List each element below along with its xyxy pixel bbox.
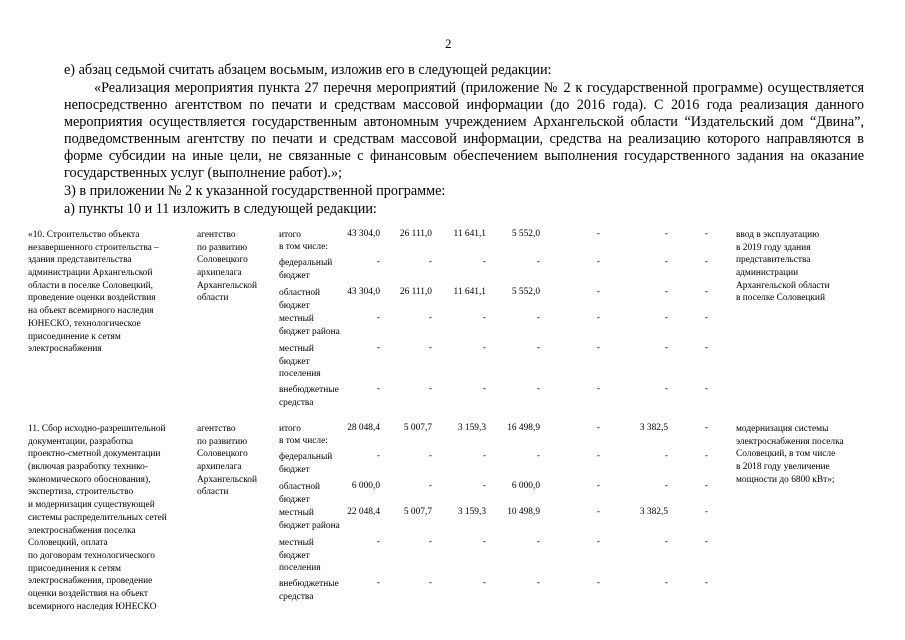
funding-amount: - — [596, 313, 600, 323]
funding-amount: 28 048,4 — [347, 423, 380, 433]
expected-result: ввод в эксплуатацию в 2019 году здания представительства администрации Архангельской области в поселке Соловецкий — [736, 230, 830, 304]
funding-amount: - — [376, 313, 380, 323]
funding-amount: - — [704, 287, 708, 297]
measure-description: «10. Строительство объекта незавершенного строительства – здания представительства администрации Архангельской области в поселке Соловецкий, проведение оценки воздействия на объект всемирного наследия ЮНЕСКО, технологическое присоединение к сетям электроснабжения — [28, 230, 159, 355]
funding-amount: - — [428, 451, 432, 461]
funding-amount: 10 498,9 — [507, 507, 540, 517]
funding-amount: - — [536, 313, 540, 323]
funding-source-label: местный бюджет района — [279, 314, 340, 337]
funding-amount: - — [376, 257, 380, 267]
funding-amount: - — [482, 537, 486, 547]
funding-amount: - — [428, 384, 432, 394]
funding-amount: - — [704, 384, 708, 394]
funding-amount: 11 641,1 — [453, 287, 486, 297]
funding-amount: 3 159,3 — [457, 507, 486, 517]
funding-amount: - — [536, 384, 540, 394]
funding-amount: - — [664, 343, 668, 353]
funding-amount: - — [704, 451, 708, 461]
expected-result: модернизация системы электроснабжения поселка Соловецкий, в том числе в 2018 году увеличение мощности до 6800 кВт»; — [736, 424, 844, 485]
funding-amount: 43 304,0 — [347, 229, 380, 239]
amendment-paragraph-e: е) абзац седьмой считать абзацем восьмым, изложив его в следующей редакции: — [64, 62, 552, 78]
funding-amount: 6 000,0 — [511, 481, 540, 491]
funding-amount: 5 552,0 — [511, 229, 540, 239]
executor-name: агентство по развитию Соловецкого архипелага Архангельской области — [197, 230, 257, 304]
funding-amount: - — [704, 229, 708, 239]
funding-amount: - — [664, 313, 668, 323]
measure-description: 11. Сбор исходно-разрешительной документации, разработка проектно-сметной документации (включая разработку технико- экономического обоснования), экспертиза, строительство и модернизация существующей системы распределительных сетей электроснабжения поселка Соловецкий, оплата по договорам технологического присоединения к сетям электроснабжения, проведение оценки воздействия на объект всемирного наследия ЮНЕСКО — [28, 424, 167, 612]
executor-name: агентство по развитию Соловецкого архипелага Архангельской области — [197, 424, 257, 498]
funding-amount: - — [596, 481, 600, 491]
funding-amount: - — [428, 537, 432, 547]
funding-amount: - — [596, 451, 600, 461]
funding-amount: - — [596, 507, 600, 517]
funding-amount: - — [664, 229, 668, 239]
funding-amount: - — [536, 451, 540, 461]
funding-amount: - — [704, 257, 708, 267]
funding-amount: - — [596, 287, 600, 297]
funding-amount: - — [664, 537, 668, 547]
funding-amount: - — [596, 343, 600, 353]
funding-amount: - — [704, 537, 708, 547]
funding-amount: - — [376, 451, 380, 461]
funding-source-label: итого — [279, 424, 301, 434]
funding-amount: - — [428, 313, 432, 323]
funding-amount: - — [376, 343, 380, 353]
items-instruction: а) пункты 10 и 11 изложить в следующей редакции: — [64, 201, 377, 217]
funding-amount: 26 111,0 — [399, 229, 432, 239]
funding-amount: - — [482, 481, 486, 491]
funding-amount: 3 159,3 — [457, 423, 486, 433]
funding-amount: - — [596, 257, 600, 267]
funding-amount: 5 007,7 — [403, 423, 432, 433]
funding-amount: - — [704, 423, 708, 433]
funding-amount: - — [428, 343, 432, 353]
funding-amount: 22 048,4 — [347, 507, 380, 517]
funding-amount: - — [428, 257, 432, 267]
funding-amount: - — [482, 451, 486, 461]
funding-amount: 16 498,9 — [507, 423, 540, 433]
funding-amount: - — [376, 578, 380, 588]
funding-amount: - — [482, 384, 486, 394]
funding-amount: 3 382,5 — [639, 423, 668, 433]
funding-amount: - — [596, 537, 600, 547]
funding-amount: - — [664, 384, 668, 394]
funding-source-label: областной бюджет — [279, 482, 321, 505]
funding-amount: - — [704, 507, 708, 517]
funding-amount: - — [596, 423, 600, 433]
quoted-text-paragraph: «Реализация мероприятия пункта 27 перечня мероприятий (приложение № 2 к государственной программе) осуществляется непосредственно агентством по печати и средствам массовой информации (до 2016 года). С 2016 года реализация данного мероприятия осуществляется государственным автономным учреждением Архангельской области “Издательский дом “Двина”, подведомственным агентству по печати и средствам массовой информации, средства на реализацию которого направляются в форме субсидии на иные цели, не связанные с финансовым обеспечением выполнения государственного задания на оказание государственных услуг (выполнение работ).»; — [64, 80, 864, 182]
funding-amount: 11 641,1 — [453, 229, 486, 239]
funding-amount: - — [664, 578, 668, 588]
funding-amount: - — [664, 451, 668, 461]
funding-amount: - — [536, 257, 540, 267]
funding-amount: 3 382,5 — [639, 507, 668, 517]
funding-amount: - — [482, 313, 486, 323]
funding-source-label: федеральный бюджет — [279, 258, 333, 281]
funding-amount: 5 007,7 — [403, 507, 432, 517]
funding-source-label: внебюджетные средства — [279, 385, 339, 408]
funding-amount: - — [704, 578, 708, 588]
funding-source-label: внебюджетные средства — [279, 579, 339, 602]
funding-amount: - — [482, 257, 486, 267]
funding-amount: - — [596, 229, 600, 239]
funding-amount: - — [536, 578, 540, 588]
funding-amount: 6 000,0 — [351, 481, 380, 491]
funding-amount: - — [428, 481, 432, 491]
funding-amount: - — [428, 578, 432, 588]
funding-source-label: местный бюджет поселения — [279, 538, 321, 574]
funding-source-label: областной бюджет — [279, 288, 321, 311]
funding-amount: 5 552,0 — [511, 287, 540, 297]
funding-source-label: федеральный бюджет — [279, 452, 333, 475]
funding-source-label: итого — [279, 230, 301, 240]
funding-amount: - — [664, 481, 668, 491]
funding-amount: - — [664, 287, 668, 297]
page-number: 2 — [445, 36, 452, 51]
funding-amount: - — [536, 537, 540, 547]
funding-amount: - — [376, 384, 380, 394]
appendix-instruction: 3) в приложении № 2 к указанной государственной программе: — [64, 183, 446, 199]
funding-amount: - — [596, 384, 600, 394]
funding-amount: - — [704, 313, 708, 323]
funding-amount: - — [482, 578, 486, 588]
funding-amount: - — [704, 343, 708, 353]
funding-amount: 43 304,0 — [347, 287, 380, 297]
funding-amount: 26 111,0 — [399, 287, 432, 297]
funding-amount: - — [664, 257, 668, 267]
funding-amount: - — [376, 537, 380, 547]
funding-source-label: местный бюджет района — [279, 508, 340, 531]
funding-amount: - — [536, 343, 540, 353]
funding-source-label: местный бюджет поселения — [279, 344, 321, 380]
funding-amount: - — [704, 481, 708, 491]
funding-source-label: в том числе: — [279, 242, 328, 252]
funding-source-label: в том числе: — [279, 436, 328, 446]
funding-amount: - — [596, 578, 600, 588]
funding-amount: - — [482, 343, 486, 353]
